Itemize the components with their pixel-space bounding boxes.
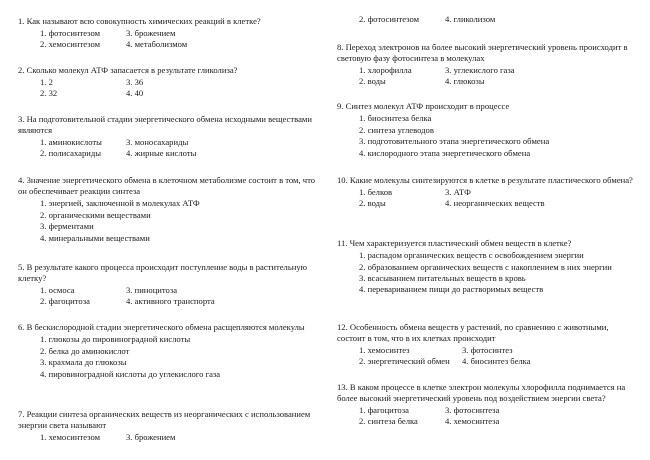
option: 2. 32 [40, 88, 58, 99]
option: 3. фотосинтез [462, 345, 513, 355]
question-6 [18, 322, 318, 380]
option: 4. кислородного этапа энергетического обмена [359, 147, 531, 158]
option: 3. АТФ [445, 187, 471, 197]
option: 4. гликолизом [445, 14, 496, 24]
option: 4. метаболизмом [126, 39, 188, 50]
question-7-continued [337, 14, 637, 25]
option: 4. перевариванием пищи до растворимых веществ [359, 284, 544, 295]
option: 2. полисахариды [40, 148, 102, 159]
option: 1. энергией, заключенной в молекулах АТФ [40, 198, 200, 208]
option: 1. фотосинтезом [40, 28, 101, 38]
option: 3. углекислого газа [445, 65, 515, 75]
option: 3. фотосинтеза [445, 405, 500, 415]
option: 1. 2 [40, 77, 53, 87]
option: 3. брожением [126, 28, 176, 38]
option: 3. моносахариды [126, 137, 189, 147]
option: 1. осмоса [40, 285, 75, 295]
option: 2. белка до аминокислот [40, 345, 130, 356]
question-text: 9. Синтез молекул АТФ происходит в процессе [337, 101, 510, 111]
question-11 [337, 238, 637, 296]
question-8 [337, 42, 637, 87]
question-2 [18, 65, 318, 99]
question-text: 3. На подготовительной стадии энергетического обмена исходными веществами являются [18, 114, 312, 135]
option: 4. активного транспорта [126, 296, 215, 307]
option: 1. биосинтеза белка [359, 113, 432, 123]
option: 3. брожением [126, 432, 176, 442]
option: 2. хемосинтезом [40, 39, 101, 50]
question-9 [337, 101, 637, 159]
option: 4. 40 [126, 88, 144, 99]
question-text: 7. Реакции синтеза органических веществ из неорганических с использованием энергии света называют [18, 409, 311, 430]
option: 1. хлорофилла [359, 65, 412, 75]
question-4 [18, 175, 318, 244]
option: 2. органическими веществами [40, 209, 151, 220]
question-13 [337, 382, 637, 427]
option: 1. аминокислоты [40, 137, 102, 147]
option: 3. пиноцитоза [126, 285, 178, 295]
option: 2. воды [359, 76, 386, 87]
question-7 [18, 409, 318, 443]
option: 4. пировиноградной кислоты до углекислого газа [40, 368, 221, 379]
option: 1. фагоцитоза [359, 405, 409, 415]
option: 3. крахмала до глюкозы [40, 357, 127, 368]
question-text: 4. Значение энергетического обмена в клеточном метаболизме состоит в том, что он обеспечивает реакции синтеза [18, 175, 316, 196]
option: 3. ферментами [40, 221, 94, 232]
option: 1. хемосинтез [359, 345, 410, 355]
option: 2. синтеза углеводов [359, 124, 434, 135]
option: 3. всасыванием питательных веществ в кровь [359, 272, 526, 283]
option: 1. белков [359, 187, 393, 197]
option: 2. синтеза белка [359, 416, 418, 427]
option: 2. воды [359, 198, 386, 209]
option: 4. жирные кислоты [126, 148, 197, 159]
option: 4. биосинтез белка [462, 356, 531, 367]
question-text: 12. Особенность обмена веществ у растений, по сравнению с животными, состоит в том, что в их клетках происходит [337, 322, 609, 343]
question-3 [18, 114, 318, 159]
option: 4. глюкозы [445, 76, 485, 87]
question-text: 11. Чем характеризуется пластический обмен веществ в клетке? [337, 238, 572, 248]
option: 4. неорганических веществ [445, 198, 545, 209]
option: 1. хемосинтезом [40, 432, 101, 442]
question-1 [18, 16, 318, 50]
option: 3. подготовительного этапа энергетического обмена [359, 136, 550, 147]
option: 4. минеральными веществами [40, 232, 150, 243]
option: 2. фотосинтезом [359, 14, 420, 24]
option: 1. распадом органических веществ с освобождением энергии [359, 250, 584, 260]
question-5 [18, 262, 318, 307]
question-text: 1. Как называют всю совокупность химических реакций в клетке? [18, 16, 261, 26]
question-text: 10. Какие молекулы синтезируются в клетке в результате пластического обмена? [337, 175, 633, 185]
question-10 [337, 175, 637, 209]
question-text: 13. В каком процессе в клетке электрон молекулы хлорофилла поднимается на более высокий энергетический уровень под воздействием энергии света? [337, 382, 626, 403]
option: 3. 36 [126, 77, 144, 87]
question-12 [337, 322, 637, 367]
option: 2. образованием органических веществ с накоплением в них энергии [359, 261, 612, 272]
question-text: 5. В результате какого процесса происходит поступление воды в растительную клетку? [18, 262, 308, 283]
option: 2. энергетический обмен [359, 356, 450, 367]
question-text: 8. Переход электронов на более высокий энергетический уровень происходит в световую фазу фотосинтеза в молекулах [337, 42, 628, 63]
question-text: 2. Сколько молекул АТФ запасается в результате гликолиза? [18, 65, 238, 75]
option: 2. фагоцитоза [40, 296, 90, 307]
option: 4. хемосинтеза [445, 416, 500, 427]
option: 1. глюкозы до пировиноградной кислоты [40, 334, 191, 344]
question-text: 6. В бескислородной стадии энергетического обмена расщепляются молекулы [18, 322, 305, 332]
